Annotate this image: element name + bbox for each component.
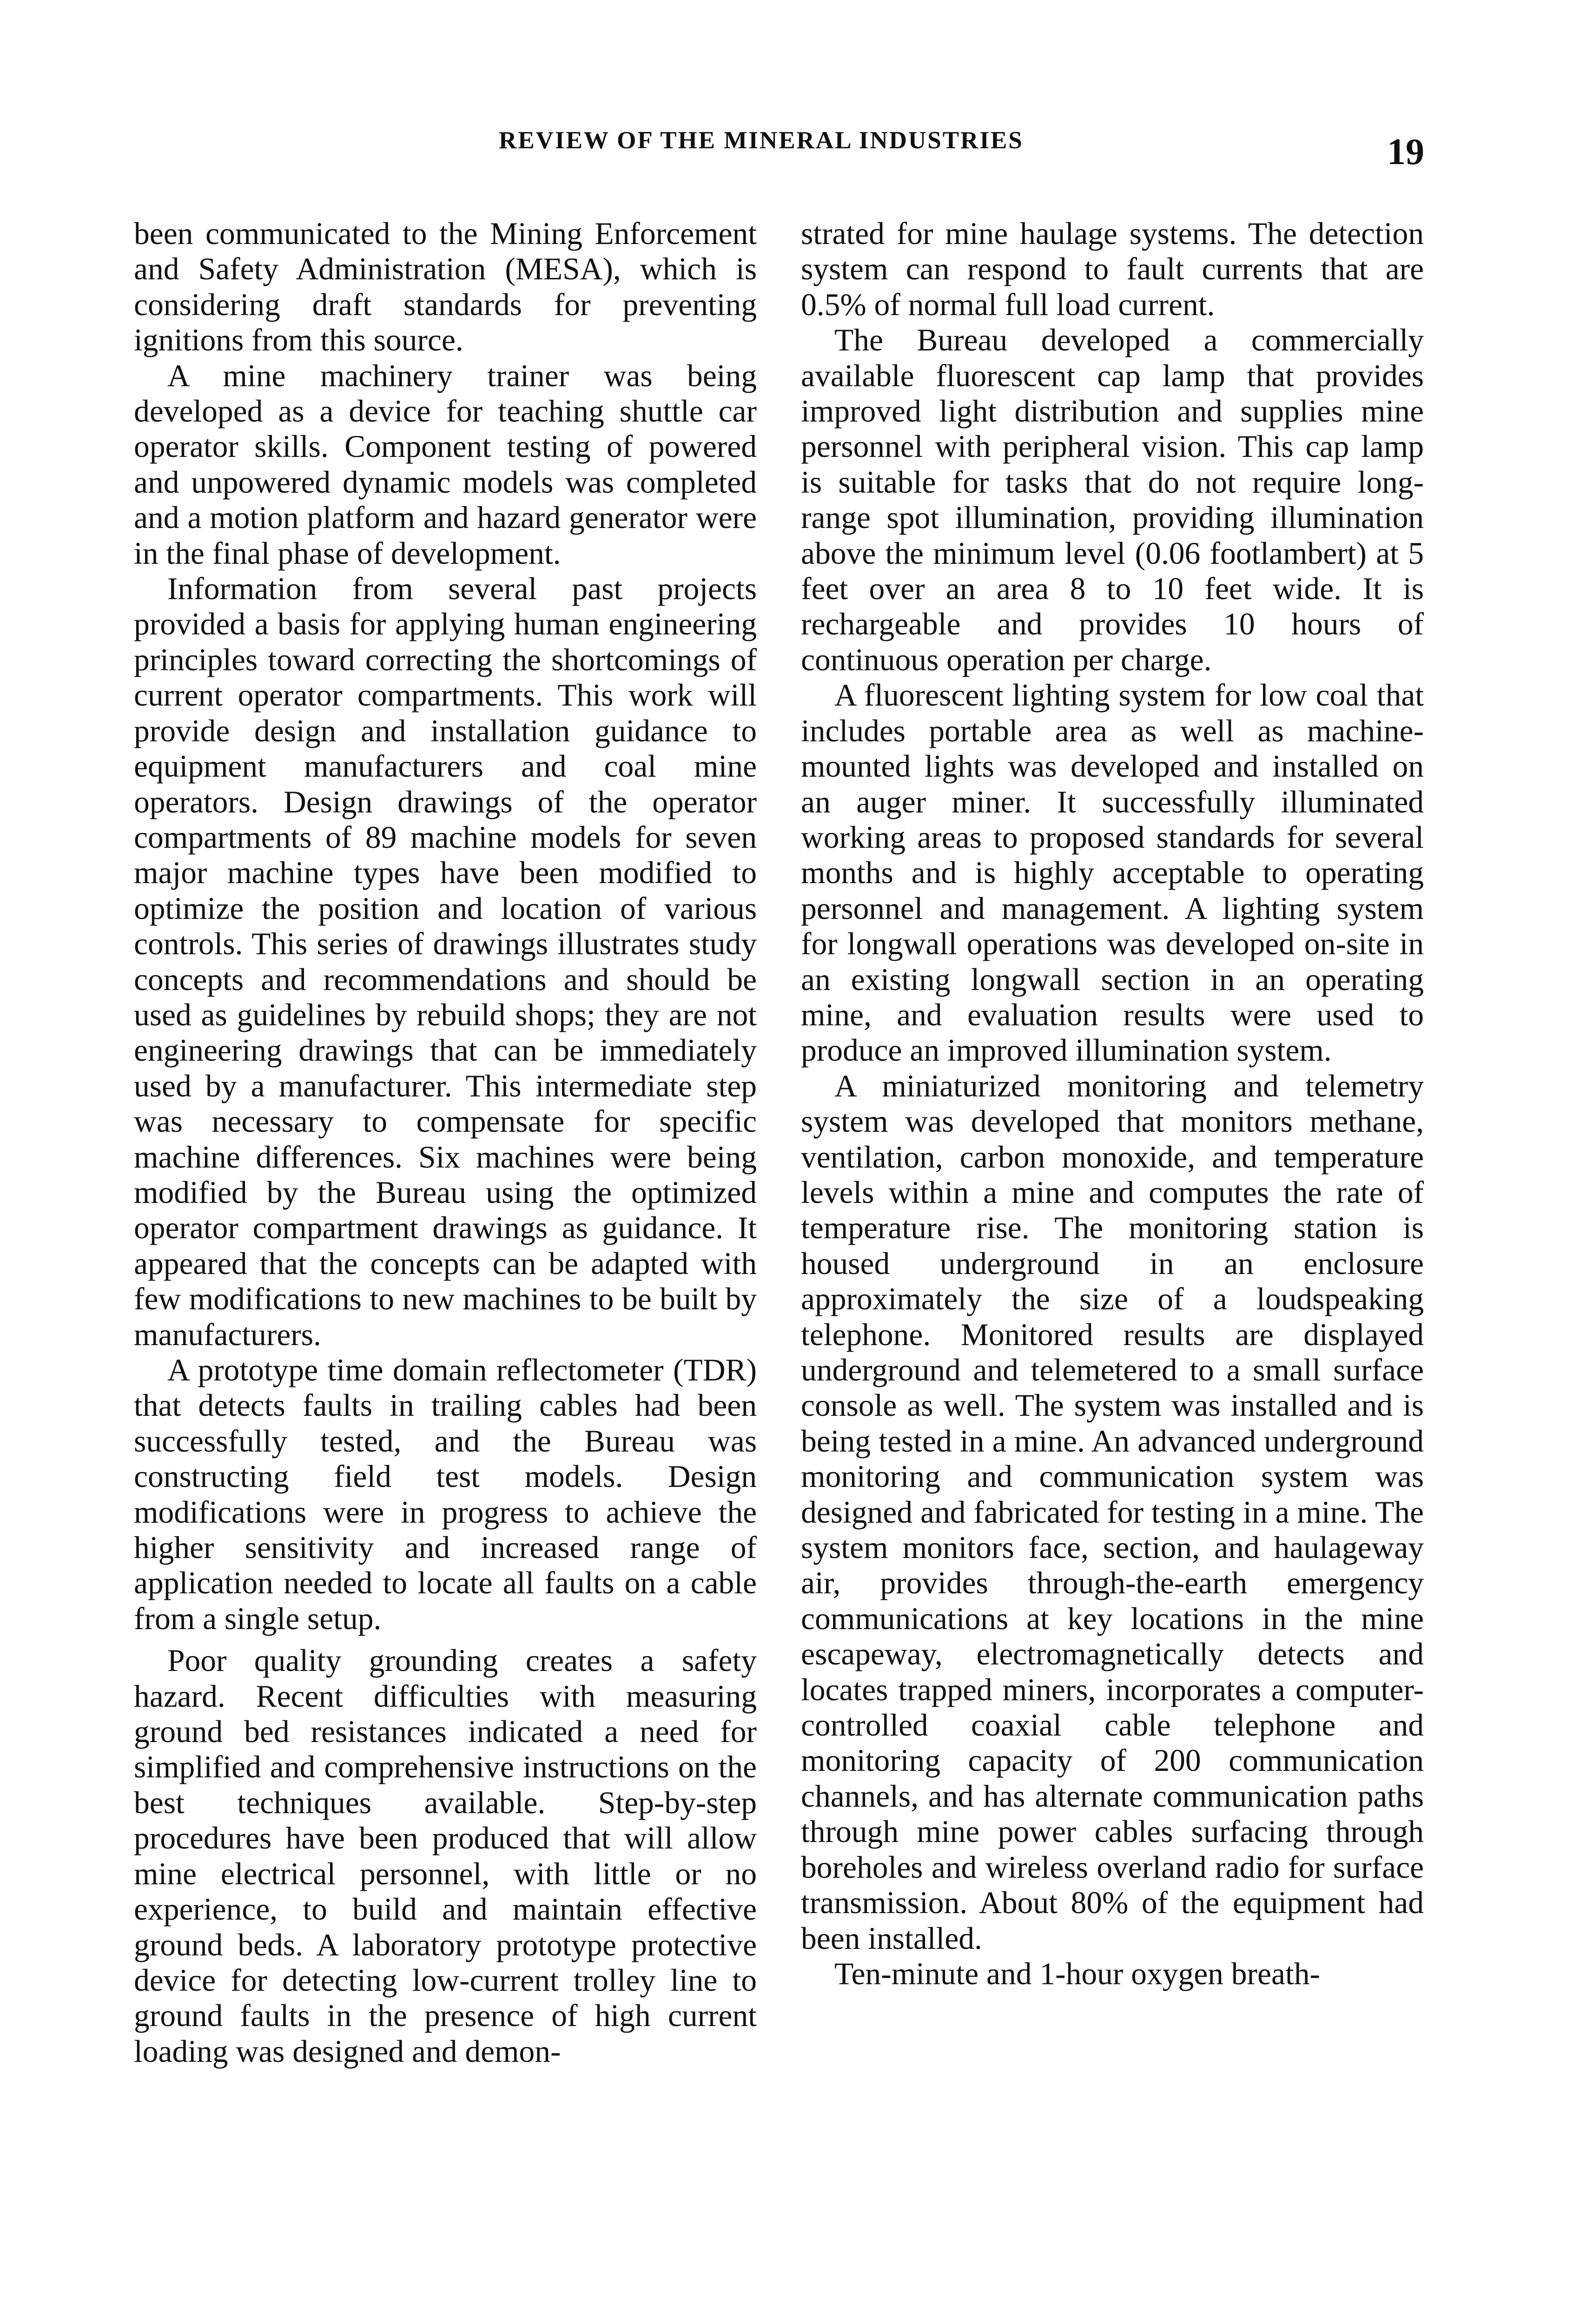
paragraph-machinery-trainer: A mine machinery trainer was being developed as a device for teaching shuttle car operator skills. Component testing of powered and unpowered dynamic models was completed and a motion platform and hazard generator were in the final phase of development. <box>134 358 757 571</box>
page-number: 19 <box>1387 132 1424 172</box>
paragraph-fluorescent-lighting: A fluorescent lighting system for low coal that includes portable area as well as machine-mounted lights was developed and installed on an auger miner. It successfully illuminated working areas to proposed standards for several months and is highly acceptable to operating personnel and management. A lighting system for longwall operations was developed on-site in an existing longwall section in an operating mine, and evaluation results were used to produce an improved illumination system. <box>801 678 1424 1068</box>
paragraph-operator-compartments: Information from several past projects provided a basis for applying human engineering principles toward correcting the shortcomings of current operator compartments. This work will provide design and installation guidance to equipment manufacturers and coal mine operators. Design drawings of the operator compartments of 89 machine models for seven major machine types have been modified to optimize the position and location of various controls. This series of drawings illustrates study concepts and recommendations and should be used as guidelines by rebuild shops; they are not engineering drawings that can be immediately used by a manufacturer. This intermediate step was necessary to compensate for specific machine differences. Six machines were being modified by the Bureau using the optimized operator compartment drawings as guidance. It appeared that the concepts can be adapted with few modifications to new machines to be built by manufacturers. <box>134 571 757 1352</box>
right-column <box>801 216 1424 1992</box>
running-header: REVIEW OF THE MINERAL INDUSTRIES <box>499 127 1024 154</box>
paragraph-haulage-detection: strated for mine haulage systems. The detection system can respond to fault currents that are 0.5% of normal full load current. <box>801 216 1424 322</box>
left-column <box>134 216 757 2069</box>
paragraph-tdr-prototype: A prototype time domain reflectometer (TDR) that detects faults in trailing cables had been successfully tested, and the Bureau was constructing field test models. Design modifications were in progress to achieve the higher sensitivity and increased range of application needed to locate all faults on a cable from a single setup. <box>134 1353 757 1636</box>
paragraph-cap-lamp: The Bureau developed a commercially available fluorescent cap lamp that provides improved light distribution and supplies mine personnel with peripheral vision. This cap lamp is suitable for tasks that do not require long-range spot illumination, providing illumination above the minimum level (0.06 footlambert) at 5 feet over an area 8 to 10 feet wide. It is rechargeable and provides 10 hours of continuous operation per charge. <box>801 323 1424 677</box>
paragraph-monitoring-telemetry: A miniaturized monitoring and telemetry system was developed that monitors methane, ventilation, carbon monoxide, and temperature levels within a mine and computes the rate of temperature rise. The monitoring station is housed underground in an enclosure approximately the size of a loudspeaking telephone. Monitored results are displayed underground and telemetered to a small surface console as well. The system was installed and is being tested in a mine. An advanced underground monitoring and communication system was designed and fabricated for testing in a mine. The system monitors face, section, and haulageway air, provides through-the-earth emergency communications at key locations in the mine escapeway, electromagnetically detects and locates trapped miners, incorporates a computer-controlled coaxial cable telephone and monitoring capacity of 200 communication channels, and has alternate communication paths through mine power cables surfacing through boreholes and wireless overland radio for surface transmission. About 80% of the equipment had been installed. <box>801 1068 1424 1956</box>
paragraph-grounding: Poor quality grounding creates a safety hazard. Recent difficulties with measuring ground bed resistances indicated a need for simplified and comprehensive instructions on the best techniques available. Step-by-step procedures have been produced that will allow mine electrical personnel, with little or no experience, to build and maintain effective ground beds. A laboratory prototype protective device for detecting low-current trolley line to ground faults in the presence of high current loading was designed and demon- <box>134 1643 757 2069</box>
paragraph-mesa-ignitions: been communicated to the Mining Enforcement and Safety Administration (MESA), which is considering draft standards for preventing ignitions from this source. <box>134 216 757 358</box>
paragraph-oxygen-breathing: Ten-minute and 1-hour oxygen breath- <box>834 1956 1320 1991</box>
